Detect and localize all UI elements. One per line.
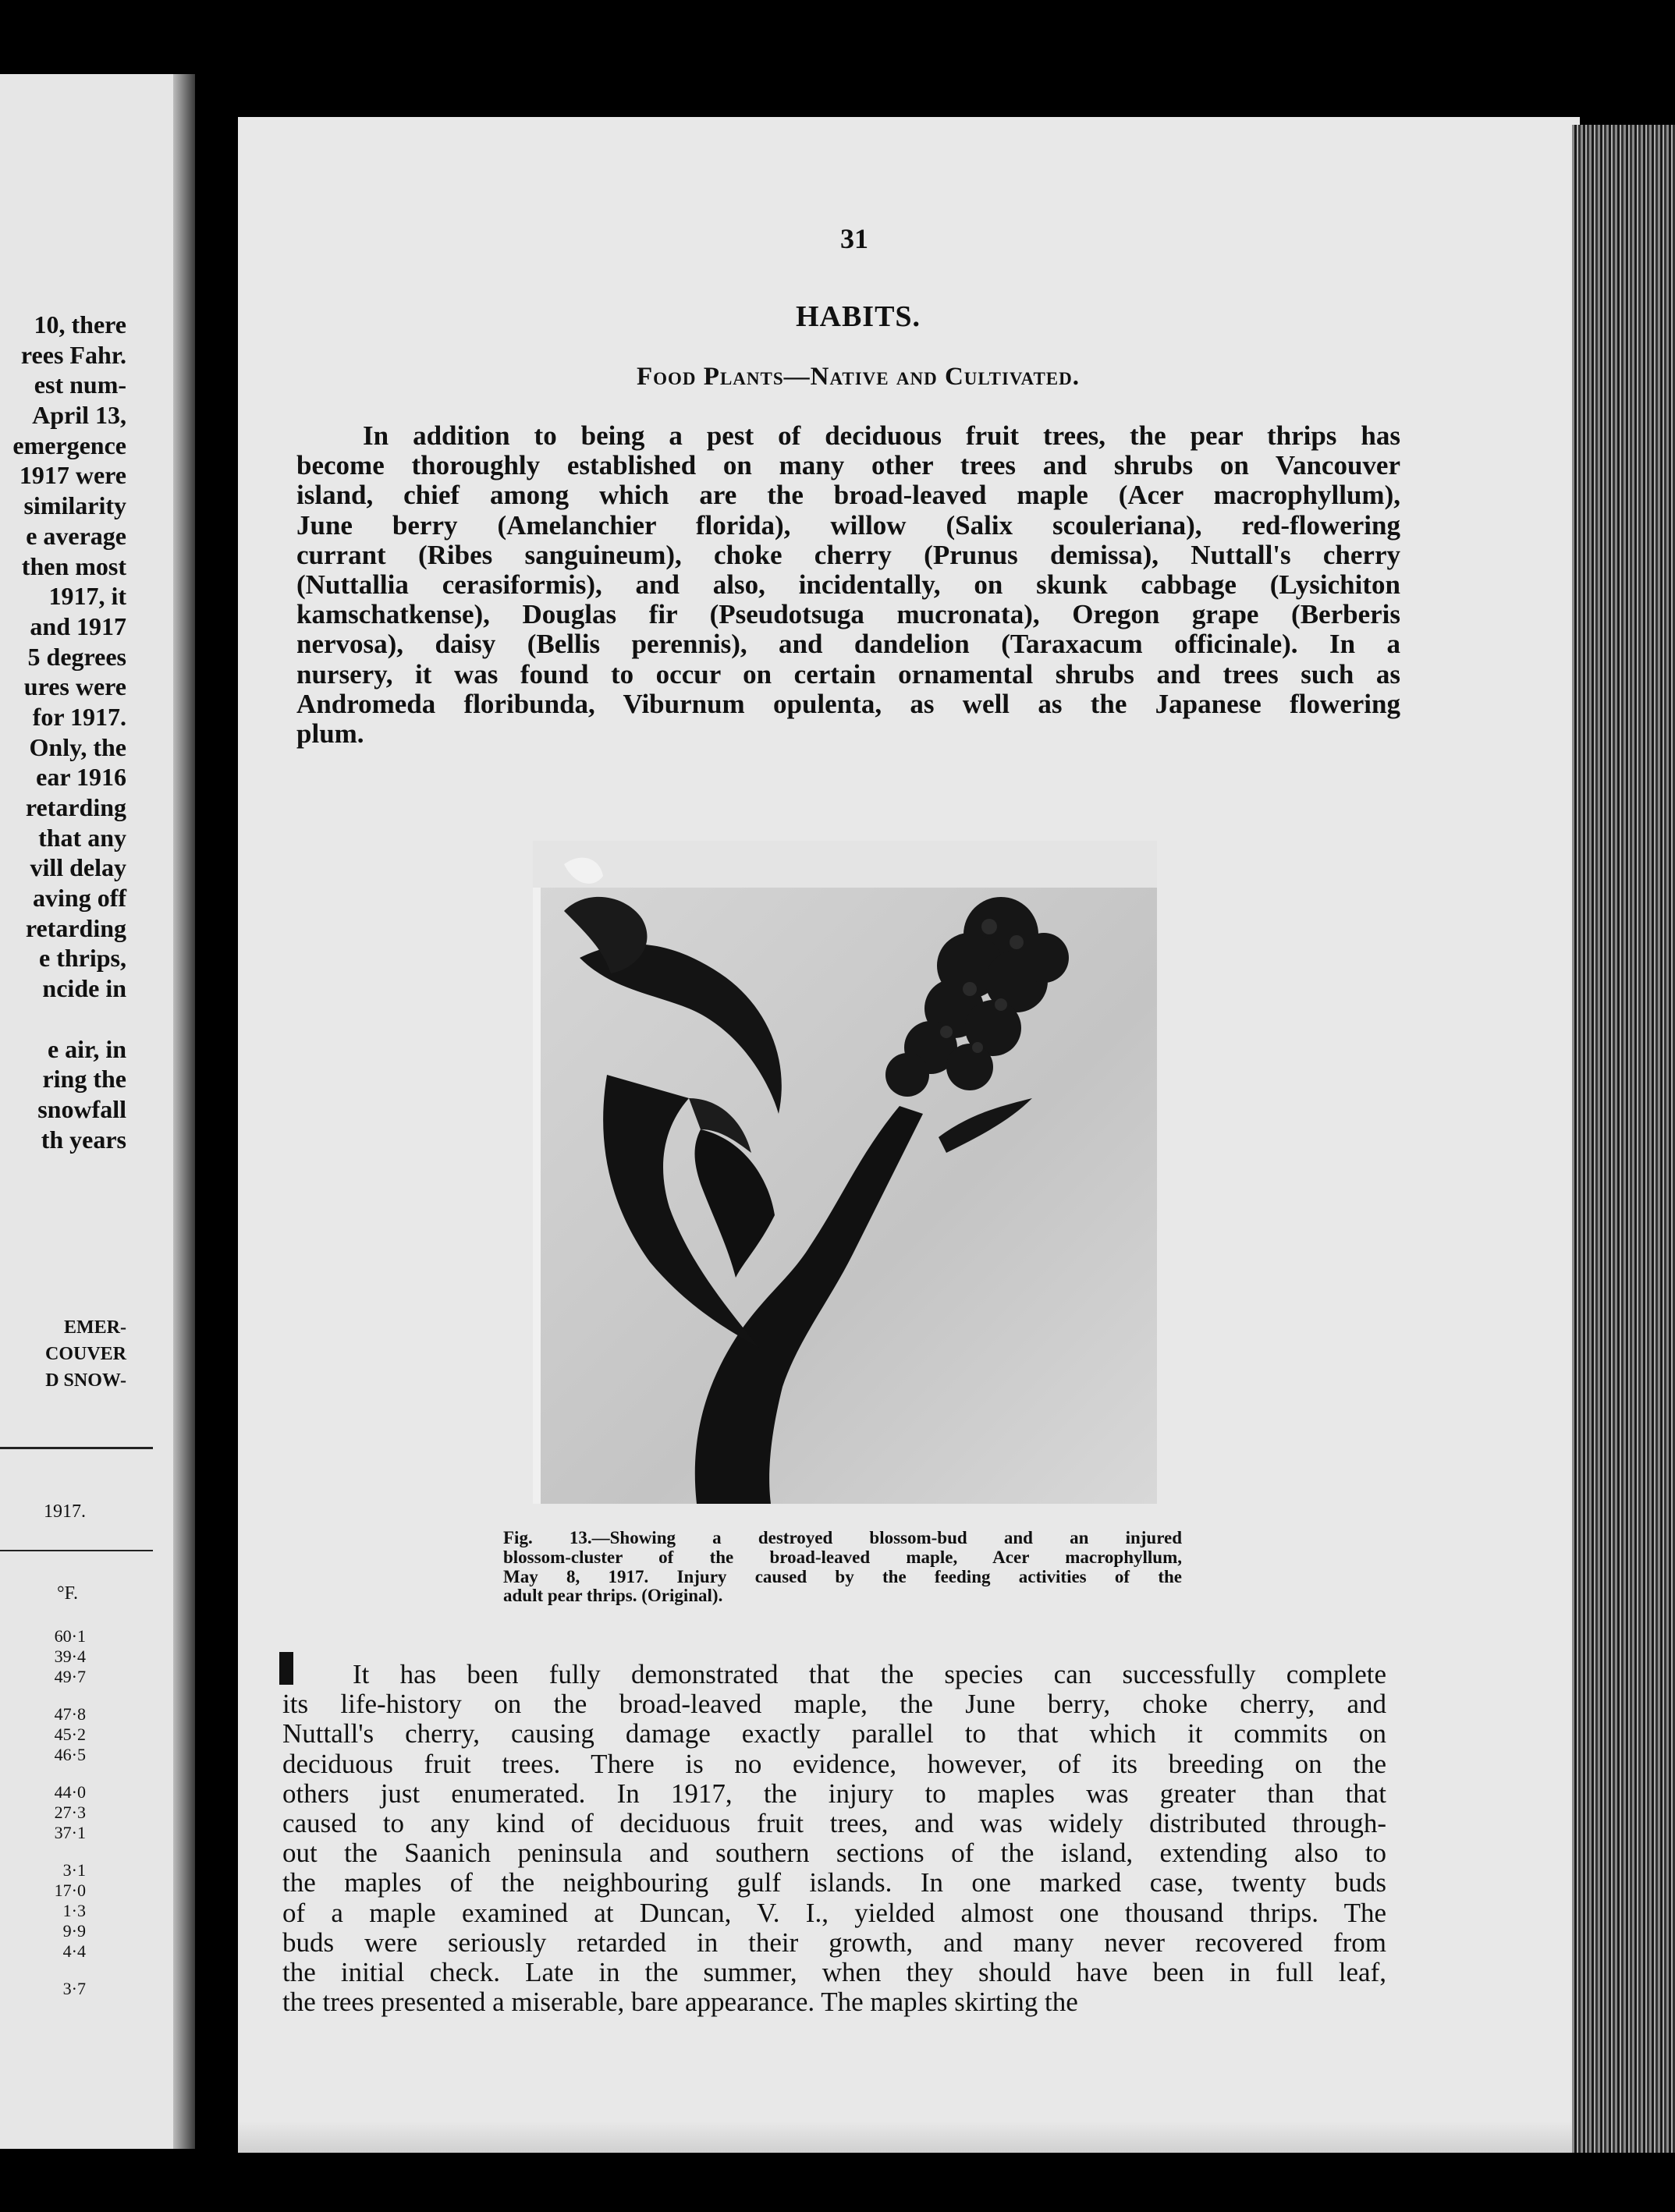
figure-caption — [503, 1529, 1182, 1606]
left-page-line: retarding — [25, 793, 126, 821]
left-page-line: and 1917 — [30, 611, 126, 640]
table-value-group — [0, 1782, 86, 1843]
left-facing-page — [0, 74, 195, 2149]
paragraph-line: island, chief among which are the broad-leaved maple (Acer macrophyllum), — [296, 480, 1400, 511]
table-value: 47·8 — [54, 1704, 86, 1724]
paragraph-line: others just enumerated. In 1917, the injury to maples was greater than that — [282, 1778, 1386, 1809]
left-page-line: April 13, — [32, 401, 126, 430]
table-value-group — [0, 1979, 86, 1999]
table-value: 1·3 — [62, 1901, 86, 1920]
paragraph-line: In addition to being a pest of deciduous fruit trees, the pear thrips has — [363, 420, 1400, 451]
paragraph-food-plants — [296, 421, 1400, 749]
table-rule — [0, 1447, 153, 1449]
page-gutter-shadow — [173, 74, 195, 2149]
left-page-line: 10, there — [34, 310, 126, 339]
paragraph-line: nervosa), daisy (Bellis perennis), and dandelion (Taraxacum officinale). In a — [296, 629, 1400, 660]
section-subheading: Food Plants—Native and Cultivated. — [636, 363, 1080, 391]
left-page-line: ures were — [23, 672, 126, 701]
caption-line: blossom-cluster of the broad-leaved maple, Acer macrophyllum, — [503, 1547, 1182, 1567]
left-page-line: snowfall — [37, 1094, 126, 1123]
caption-line: adult pear thrips. (Original). — [503, 1586, 723, 1606]
paragraph-line: It has been fully demonstrated that the species can successfully complete — [353, 1659, 1386, 1689]
left-page-line: for 1917. — [32, 702, 126, 731]
left-page-line — [0, 1004, 126, 1034]
left-page-line: e thrips, — [39, 944, 126, 973]
table-value-group — [0, 1626, 86, 1687]
left-page-line: ncide in — [42, 974, 126, 1003]
left-page-line: rees Fahr. — [20, 340, 126, 369]
page-edges — [1572, 125, 1675, 2153]
left-page-line: ring the — [42, 1065, 126, 1094]
left-page-line: then most — [21, 551, 126, 580]
paragraph-line: of a maple examined at Duncan, V. I., yielded almost one thousand thrips. The — [282, 1897, 1386, 1928]
paragraph-line: its life-history on the broad-leaved maple, the June berry, choke cherry, and — [282, 1689, 1386, 1720]
caption-line: May 8, 1917. Injury caused by the feeding activities of the — [503, 1566, 1182, 1586]
paragraph-line: out the Saanich peninsula and southern sections of the island, extending also to — [282, 1838, 1386, 1869]
table-value: 39·4 — [54, 1647, 86, 1666]
table-column-header: 1917. — [44, 1501, 86, 1522]
paragraph-line: Nuttall's cherry, causing damage exactly parallel to that which it commits on — [282, 1718, 1386, 1749]
table-value: 46·5 — [54, 1745, 86, 1764]
left-page-line: est num- — [34, 370, 126, 399]
left-heading-line: D SNOW- — [45, 1370, 126, 1391]
left-page-line: 5 degrees — [27, 642, 126, 671]
paragraph-line: the trees presented a miserable, bare appearance. The maples skirting the — [282, 1987, 1078, 2018]
table-value: 3·7 — [62, 1979, 86, 1998]
table-value: 37·1 — [54, 1823, 86, 1842]
paragraph-line: the initial check. Late in the summer, when they should have been in full leaf, — [282, 1956, 1386, 1987]
left-heading-line: COUVER — [44, 1344, 126, 1364]
table-value-group — [0, 1704, 86, 1765]
paragraph-line: the maples of the neighbouring gulf islands. In one marked case, twenty buds — [282, 1867, 1386, 1898]
table-rule — [0, 1550, 153, 1551]
table-value: 44·0 — [54, 1782, 86, 1802]
page-number: 31 — [840, 223, 868, 254]
left-page-text — [0, 310, 126, 1154]
left-heading-line: EMER- — [64, 1317, 126, 1338]
table-value: 17·0 — [54, 1881, 86, 1900]
table-value: 49·7 — [54, 1667, 86, 1686]
paragraph-line: kamschatkense), Douglas fir (Pseudotsuga mucronata), Oregon grape (Berberis — [296, 599, 1400, 630]
left-page-line: retarding — [25, 913, 126, 942]
left-page-line: 1917, it — [48, 582, 126, 611]
paragraph-line: nursery, it was found to occur on certain ornamental shrubs and trees such as — [296, 658, 1400, 689]
table-value: 4·4 — [62, 1941, 86, 1961]
paragraph-line: June berry (Amelanchier florida), willow (Salix scouleriana), red-flowering — [296, 509, 1400, 541]
section-heading: HABITS. — [795, 300, 921, 333]
left-page-line: e air, in — [47, 1034, 126, 1063]
paragraph-line: (Nuttallia cerasiformis), and also, incidentally, on skunk cabbage (Lysichiton — [296, 569, 1400, 600]
figure-maple-blossom-photo — [533, 841, 1157, 1504]
left-page-line: e average — [26, 521, 126, 550]
left-page-line: vill delay — [30, 853, 126, 882]
table-value-group — [0, 1860, 86, 1962]
paragraph-line: Andromeda floribunda, Viburnum opulenta, as well as the Japanese flowering — [296, 688, 1400, 719]
left-page-line: 1917 were — [19, 461, 126, 490]
table-value: 9·9 — [62, 1921, 86, 1941]
paragraph-line: buds were seriously retarded in their growth, and many never recovered from — [282, 1927, 1386, 1958]
left-page-line: Only, the — [29, 732, 126, 761]
left-page-line: th years — [41, 1125, 126, 1154]
left-page-line: similarity — [23, 491, 126, 520]
paragraph-line: currant (Ribes sanguineum), choke cherry (Prunus demissa), Nuttall's cherry — [296, 539, 1400, 570]
table-value: 3·1 — [62, 1860, 86, 1880]
left-page-line: that any — [38, 823, 126, 852]
left-page-line: ear 1916 — [36, 763, 126, 792]
caption-line: Fig. 13.—Showing a destroyed blossom-bud and an injured — [503, 1528, 1182, 1547]
left-page-heading — [0, 1314, 126, 1394]
paragraph-line: become thoroughly established on many other trees and shrubs on Vancouver — [296, 450, 1400, 481]
table-value: 60·1 — [54, 1626, 86, 1646]
paragraph-line: plum. — [296, 718, 364, 749]
left-page-line: emergence — [12, 431, 126, 459]
paragraph-life-history — [282, 1660, 1386, 2017]
paragraph-line: caused to any kind of deciduous fruit trees, and was widely distributed through- — [282, 1807, 1386, 1838]
maple-blossom-illustration — [533, 841, 1157, 1504]
table-value: 27·3 — [54, 1803, 86, 1822]
left-page-line: aving off — [33, 884, 126, 913]
paragraph-line: deciduous fruit trees. There is no evidence, however, of its breeding on the — [282, 1748, 1386, 1779]
table-values — [0, 1626, 86, 2016]
table-unit: °F. — [56, 1583, 78, 1604]
table-value: 45·2 — [54, 1725, 86, 1744]
